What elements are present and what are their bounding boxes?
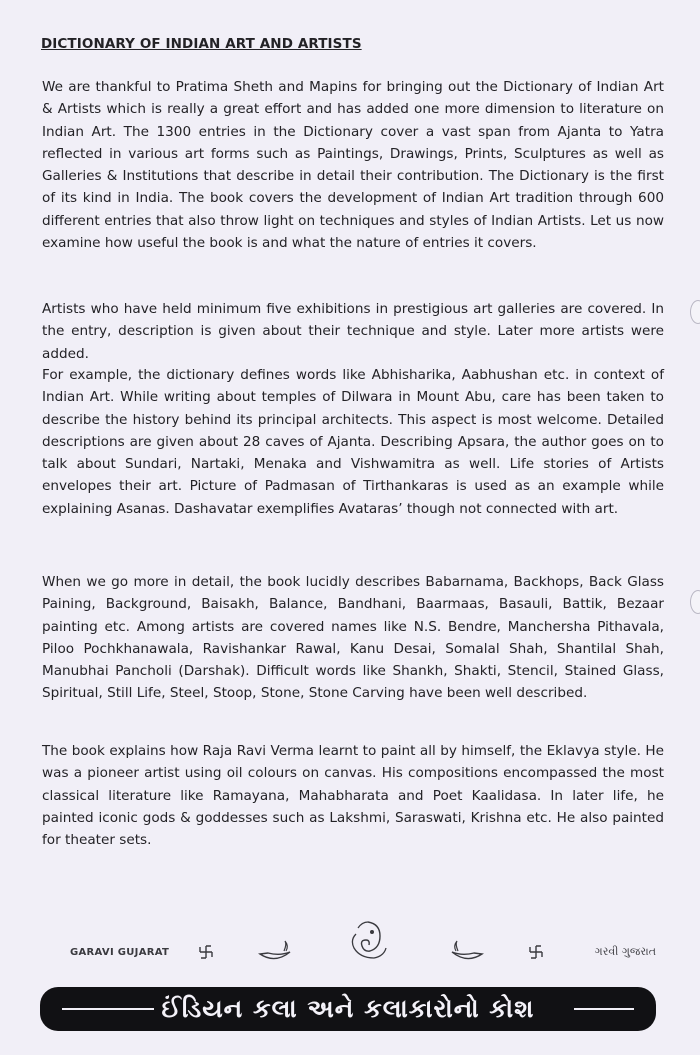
ganesha-icon [344, 918, 392, 964]
paragraph-details: When we go more in detail, the book lucidly describes Babarnama, Backhops, Back Glass Paining, Background, Baisakh, Balance, Bandhani, Baarmaas, Basauli, Battik, Bezaar painting etc. Among artists are covered names like N.S. Bendre, Manchersha Pithavala, Piloo Pochkhanawala, Ravishankar Rawal, Kanu Desai, Somalal Shah, Shantilal Shah, Manubhai Pancholi (Darshak). Difficult words like Shankh, Shakti, Stencil, Stained Glass, Spiritual, Still Life, Steel, Stoop, Stone, Stone Carving have been well described. [42, 574, 664, 702]
brand-name-gujarati: ગરવી ગુજરાત [594, 945, 656, 958]
punch-hole [690, 590, 700, 614]
swastika-icon [528, 944, 544, 960]
swastika-icon [198, 944, 214, 960]
article-title: DICTIONARY OF INDIAN ART AND ARTISTS [41, 36, 362, 52]
diya-icon [450, 940, 484, 962]
punch-hole [690, 300, 700, 324]
diya-icon [258, 940, 292, 962]
banner-title: ઈંડિયન કલા અને કલાકારોનો કોશ [154, 994, 543, 1024]
paragraph-examples: For example, the dictionary defines words like Abhisharika, Aabhushan etc. in context of Indian Art. While writing about temples of Dilwara in Mount Abu, care has been taken to describe the history behind its principal architects. This aspect is most welcome. Detailed descriptions are given about 28 caves of Ajanta. Describing Apsara, the author goes on to talk about Sundari, Nartaki, Menaka and Vishwamitra as well. Life stories of Artists envelopes their art. Picture of Padmasan of Tirthankaras is used as an example while explaining Asanas. Dashavatar exemplifies Avataras’ though not connected with art. [42, 367, 664, 517]
footer-brand-strip [62, 916, 662, 966]
paragraph-artists-criteria: Artists who have held minimum five exhibitions in prestigious art galleries are covered. In the entry, description is given about their technique and style. Later more artists were added. [42, 301, 664, 362]
banner-rule-right [574, 1008, 634, 1010]
paragraph-intro: We are thankful to Pratima Sheth and Mapins for bringing out the Dictionary of Indian Art & Artists which is really a great effort and has added one more dimension to literature on Indian Art. The 1300 entries in the Dictionary cover a vast span from Ajanta to Yatra reflected in various art forms such as Paintings, Drawings, Prints, Sculptures as well as Galleries & Institutions that describe in detail their contribution. The Dictionary is the first of its kind in India. The book covers the development of Indian Art tradition through 600 different entries that also throw light on techniques and styles of Indian Artists. Let us now examine how useful the book is and what the nature of entries it covers. [42, 79, 664, 252]
brand-name-english: GARAVI GUJARAT [70, 947, 170, 958]
gujarati-title-banner [40, 987, 656, 1031]
paragraph-ravi-verma: The book explains how Raja Ravi Verma learnt to paint all by himself, the Eklavya style. He was a pioneer artist using oil colours on canvas. His compositions encompassed the most classical literature like Ramayana, Mahabharata and Poet Kaalidasa. In later life, he painted iconic gods & goddesses such as Lakshmi, Saraswati, Krishna etc. He also painted for theater sets. [42, 743, 664, 849]
